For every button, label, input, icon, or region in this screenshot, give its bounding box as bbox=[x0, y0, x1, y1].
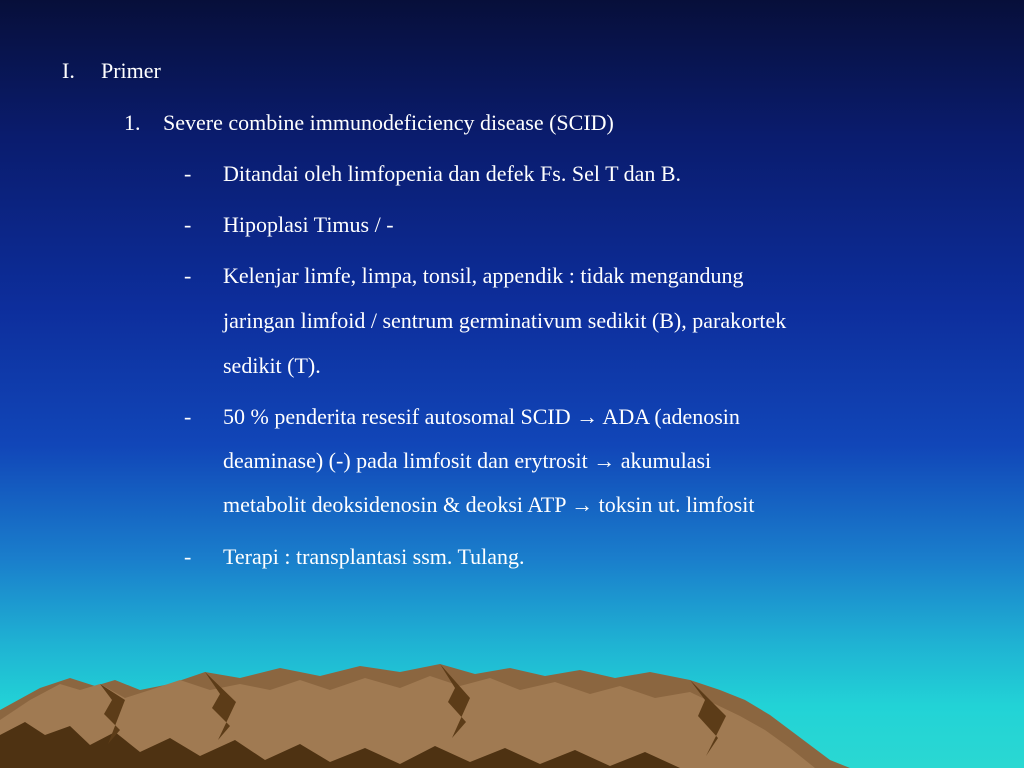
heading-text: Primer bbox=[101, 58, 161, 83]
bullet-text: Terapi : transplantasi ssm. Tulang. bbox=[223, 544, 525, 569]
bullet-text: metabolit deoksidenosin & deoksi ATP → toksin ut. limfosit bbox=[223, 492, 755, 517]
bullet-text: jaringan limfoid / sentrum germinativum sedikit (B), parakortek bbox=[223, 308, 787, 333]
bullet-marker: - bbox=[184, 263, 192, 288]
bullet-text: Ditandai oleh limfopenia dan defek Fs. Sel T dan B. bbox=[223, 161, 682, 186]
bullet-text: Kelenjar limfe, limpa, tonsil, appendik : tidak mengandung bbox=[223, 263, 744, 288]
bullet-text: sedikit (T). bbox=[223, 353, 321, 378]
bullet-marker: - bbox=[184, 161, 192, 186]
bullet-marker: - bbox=[184, 544, 192, 569]
subheading-marker: 1. bbox=[124, 110, 141, 135]
bullet-marker: - bbox=[184, 404, 192, 429]
bullet-text: Hipoplasi Timus / - bbox=[223, 212, 394, 237]
bullet-text: 50 % penderita resesif autosomal SCID → ADA (adenosin bbox=[223, 404, 740, 429]
subheading-text: Severe combine immunodeficiency disease (SCID) bbox=[163, 110, 614, 135]
heading-marker: I. bbox=[62, 58, 75, 83]
bullet-marker: - bbox=[184, 212, 192, 237]
bullet-text: deaminase) (-) pada limfosit dan erytrosit → akumulasi bbox=[223, 448, 712, 473]
